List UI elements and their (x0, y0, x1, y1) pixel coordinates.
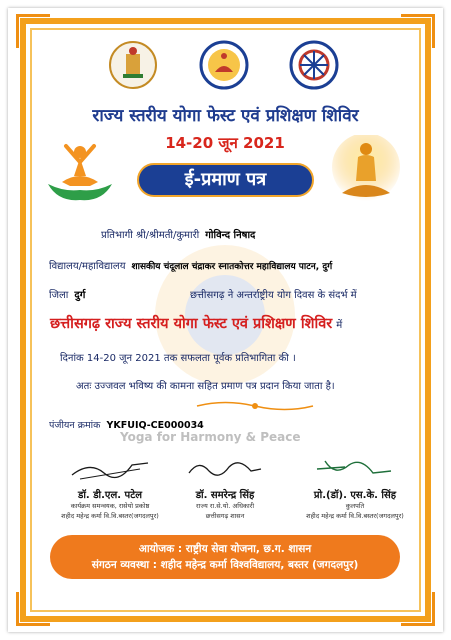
signatory-2-role: राज्य रा.से.यो. अधिकारी (195, 502, 254, 510)
page-title: राज्य स्तरीय योगा फेस्ट एवं प्रशिक्षण शिविर (92, 106, 359, 126)
wish-line: अतः उज्जवल भविष्य की कामना सहित प्रमाण पत्र प्रदान किया जाता है। (76, 381, 335, 392)
college-label: विद्यालय/महाविद्यालय (49, 261, 126, 272)
yoga-lotus-figure-icon (38, 140, 122, 210)
chhattisgarh-emblem-icon (108, 40, 158, 90)
corner-ornament (401, 592, 435, 626)
corner-ornament (401, 14, 435, 48)
registration-number: YKFUIQ-CE000034 (106, 420, 204, 431)
meditating-figure-icon (328, 135, 404, 211)
college-name: शासकीय चंदूलाल चंद्राकर स्नातकोत्तर महाविद्यालय पाटन, दुर्ग (131, 262, 333, 272)
registration-label: पंजीयन क्रमांक (49, 420, 101, 431)
corner-ornament (16, 14, 50, 48)
fest-name: छत्तीसगढ़ राज्य स्तरीय योगा फेस्ट एवं प्रशिक्षण शिविर (50, 316, 333, 332)
signatory-1-name: डॉ. डी.एल. पटेल (77, 490, 143, 501)
arrangement-line: संगठन व्यवस्था : शहीद महेन्द्र कर्मा विश्वविद्यालय, बस्तर (जगदलपुर) (91, 559, 359, 571)
watermark-slogan: Yoga for Harmony & Peace (120, 430, 301, 444)
signatory-3-name: प्रो.(डॉ). एस.के. सिंह (313, 490, 397, 501)
ornament-divider-icon (195, 398, 315, 412)
signature-2-icon (185, 455, 265, 483)
fest-name-line (50, 313, 342, 333)
participation-line: दिनांक 14-20 जून 2021 तक सफलता पूर्वक प्रतिभागिता की । (60, 353, 296, 364)
signatory-2-name: डॉ. समरेन्द्र सिंह (195, 490, 255, 501)
participant-name: गोविन्द निषाद (205, 230, 256, 241)
certificate-label-banner: ई-प्रमाण पत्र (137, 163, 314, 197)
yoga-day-logo-icon (199, 40, 249, 90)
district-name: दुर्ग (74, 290, 86, 301)
nss-logo-icon (289, 40, 339, 90)
corner-ornament (16, 592, 50, 626)
district-row (49, 287, 85, 301)
event-date: 14-20 जून 2021 (165, 134, 285, 152)
college-row (49, 258, 332, 272)
signatory-1-role: कार्यक्रम समन्वयक, रासेयो प्रकोष्ठ (70, 502, 150, 510)
organizer-line: आयोजक : राष्ट्रीय सेवा योजना, छ.ग. शासन (138, 543, 312, 555)
signatory-3-role: कुलपति (345, 502, 365, 510)
signature-3-icon (315, 455, 395, 483)
fest-suffix: में (336, 320, 343, 331)
signatory-3-org: शहीद महेन्द्र कर्मा वि.वि.बस्तर(जगदलपुर) (306, 512, 404, 520)
organizer-footer (50, 535, 400, 579)
signatory-1-org: शहीद महेन्द्र कर्मा वि.वि.बस्तर(जगदलपुर) (61, 512, 159, 520)
participant-row (101, 227, 255, 241)
signature-1-icon (70, 455, 150, 483)
signatory-2-org: छत्तीसगढ़ शासन (205, 512, 245, 520)
context-line: छत्तीसगढ़ ने अन्तर्राष्ट्रीय योग दिवस के संदर्भ में (190, 290, 357, 301)
participant-label: प्रतिभागी श्री/श्रीमती/कुमारी (101, 230, 200, 241)
district-label: जिला (49, 290, 69, 301)
